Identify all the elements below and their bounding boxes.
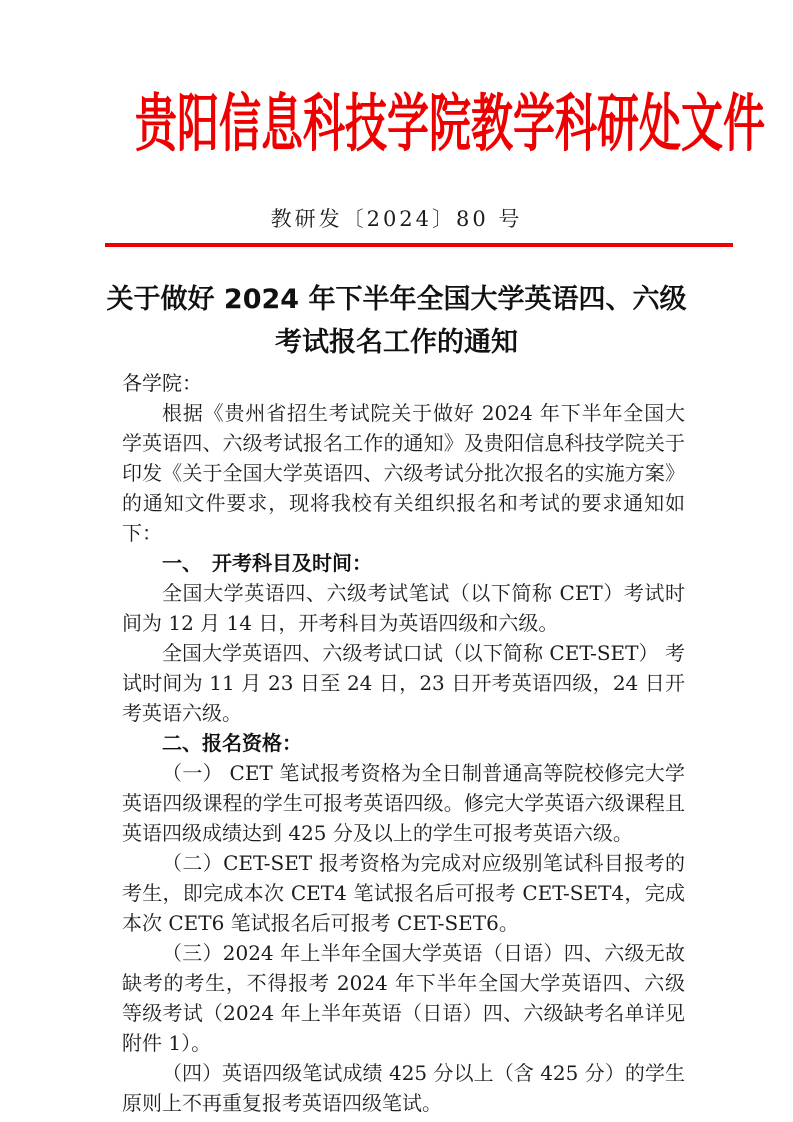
paragraph-cet-written-time: 全国大学英语四、六级考试笔试（以下简称 CET）考试时间为 12 月 14 日，开考科目为英语四级和六级。 xyxy=(122,581,685,635)
document-body xyxy=(0,368,793,1118)
document-number: 教研发〔2024〕80 号 xyxy=(270,207,523,231)
red-separator-line xyxy=(105,243,733,247)
section-heading-1: 一、 开考科目及时间： xyxy=(162,551,372,575)
agency-letterhead-text: 贵阳信息科技学院教学科研处文件 xyxy=(135,87,765,161)
section-heading-2: 二、报名资格： xyxy=(162,731,302,755)
paragraph-eligibility-4: （四）英语四级笔试成绩 425 分以上（含 425 分）的学生原则上不再重复报考英语四级笔试。 xyxy=(122,1061,685,1115)
salutation: 各学院： xyxy=(122,371,202,395)
document-title-line1: 关于做好 2024 年下半年全国大学英语四、六级 xyxy=(106,284,687,315)
paragraph-intro: 根据《贵州省招生考试院关于做好 2024 年下半年全国大学英语四、六级考试报名工作的通知》及贵阳信息科技学院关于印发《关于全国大学英语四、六级考试分批次报名的实施方案》的通知文件要求，现将我校有关组织报名和考试的要求通知如下： xyxy=(122,401,685,545)
paragraph-eligibility-3: （三）2024 年上半年全国大学英语（日语）四、六级无故缺考的考生，不得报考 2024 年下半年全国大学英语四、六级等级考试（2024 年上半年英语（日语）四、六级缺考名单详见附件 1）。 xyxy=(122,941,685,1055)
paragraph-eligibility-1: （一） CET 笔试报考资格为全日制普通高等院校修完大学英语四级课程的学生可报考英语四级。修完大学英语六级课程且英语四级成绩达到 425 分及以上的学生可报考英语六级。 xyxy=(122,761,685,845)
agency-letterhead xyxy=(0,0,793,161)
document-title xyxy=(0,278,793,364)
document-title-line2: 考试报名工作的通知 xyxy=(275,327,518,358)
paragraph-eligibility-2: （二）CET-SET 报考资格为完成对应级别笔试科目报考的考生，即完成本次 CET4 笔试报名后可报考 CET-SET4，完成本次 CET6 笔试报名后可报考 CET-SET6。 xyxy=(122,851,685,935)
paragraph-cet-oral-time: 全国大学英语四、六级考试口试（以下简称 CET-SET） 考试时间为 11 月 23 日至 24 日，23 日开考英语四级，24 日开考英语六级。 xyxy=(122,641,685,725)
